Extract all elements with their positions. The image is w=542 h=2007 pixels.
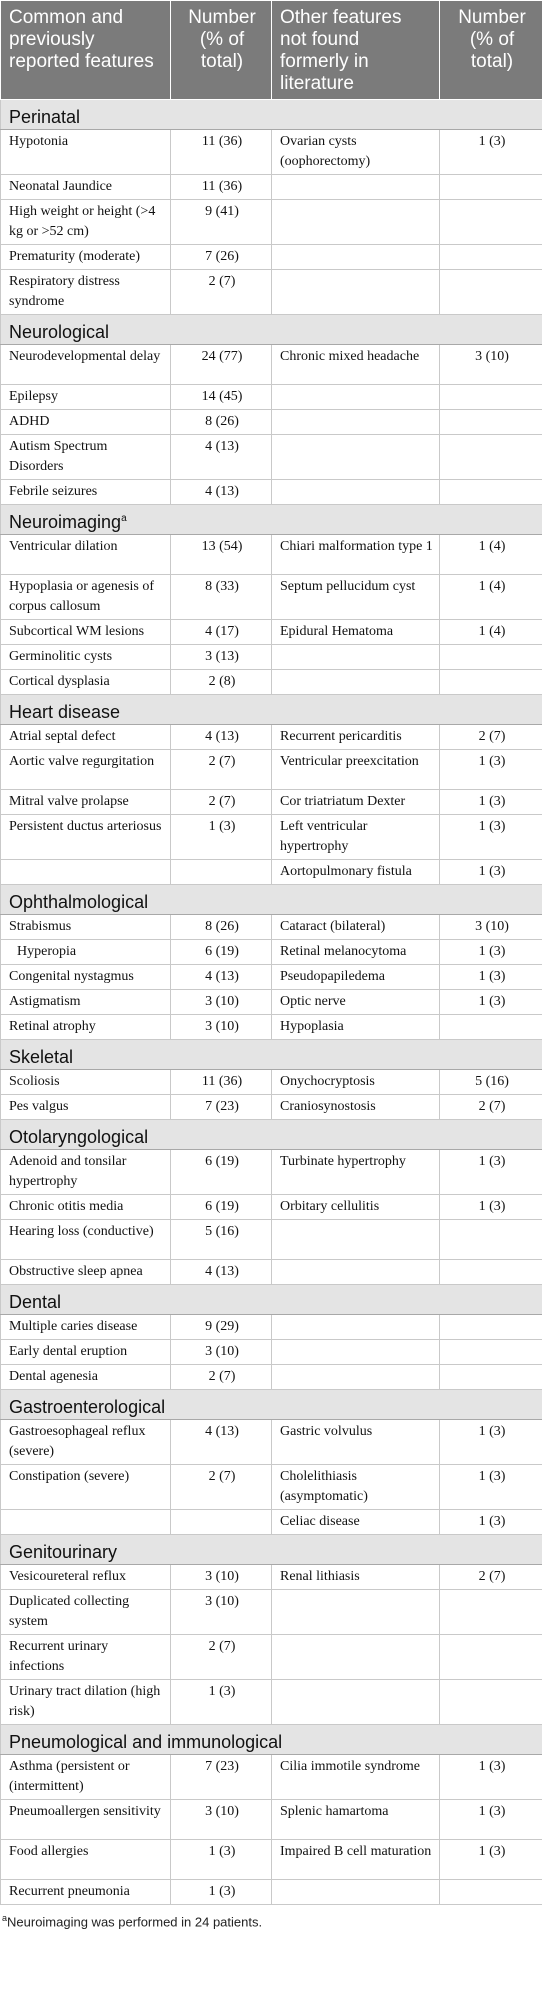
common-feature-count-cell: 9 (29) — [171, 1315, 272, 1340]
common-feature-count-cell: 4 (13) — [171, 1420, 272, 1465]
other-feature-cell — [272, 1635, 440, 1680]
other-feature-cell — [272, 1680, 440, 1725]
table-row — [1, 435, 542, 480]
common-feature-cell: Strabismus — [1, 915, 171, 940]
other-feature-cell: Cholelithiasis (asymptomatic) — [272, 1465, 440, 1510]
other-feature-count-cell: 3 (10) — [440, 915, 542, 940]
common-feature-count-cell: 3 (10) — [171, 1015, 272, 1040]
table-row — [1, 1195, 542, 1220]
common-feature-count-cell: 6 (19) — [171, 1150, 272, 1195]
other-feature-count-cell: 1 (3) — [440, 1800, 542, 1840]
common-feature-cell: Congenital nystagmus — [1, 965, 171, 990]
common-feature-cell: Early dental eruption — [1, 1340, 171, 1365]
common-feature-count-cell: 3 (10) — [171, 1590, 272, 1635]
table-row — [1, 1340, 542, 1365]
other-feature-cell: Hypoplasia — [272, 1015, 440, 1040]
other-feature-count-cell — [440, 200, 542, 245]
common-feature-count-cell: 4 (13) — [171, 480, 272, 505]
other-feature-cell: Recurrent pericarditis — [272, 725, 440, 750]
table-row — [1, 1565, 542, 1590]
common-feature-cell: Hypoplasia or agenesis of corpus callosum — [1, 575, 171, 620]
table-row — [1, 620, 542, 645]
other-feature-cell: Turbinate hypertrophy — [272, 1150, 440, 1195]
common-feature-cell: Retinal atrophy — [1, 1015, 171, 1040]
other-feature-cell: Optic nerve — [272, 990, 440, 1015]
other-feature-count-cell: 2 (7) — [440, 1565, 542, 1590]
other-feature-cell — [272, 200, 440, 245]
other-feature-count-cell: 1 (3) — [440, 1195, 542, 1220]
table-row — [1, 940, 542, 965]
other-feature-count-cell: 1 (3) — [440, 815, 542, 860]
common-feature-count-cell: 1 (3) — [171, 1880, 272, 1905]
footnote-text: Neuroimaging was performed in 24 patients. — [7, 1914, 263, 1930]
common-feature-count-cell: 8 (26) — [171, 915, 272, 940]
table-footnote — [0, 1905, 542, 1929]
table-row — [1, 1315, 542, 1340]
table-row — [1, 750, 542, 790]
table-row — [1, 1015, 542, 1040]
common-feature-cell: Multiple caries disease — [1, 1315, 171, 1340]
section-heading — [1, 505, 542, 535]
common-feature-count-cell: 7 (23) — [171, 1755, 272, 1800]
other-feature-count-cell — [440, 1880, 542, 1905]
other-feature-count-cell — [440, 1365, 542, 1390]
common-feature-cell: Asthma (persistent or (intermittent) — [1, 1755, 171, 1800]
common-feature-count-cell: 1 (3) — [171, 1840, 272, 1880]
common-feature-cell: High weight or height (>4 kg or >52 cm) — [1, 200, 171, 245]
common-feature-cell: Constipation (severe) — [1, 1465, 171, 1510]
table-row — [1, 410, 542, 435]
common-feature-cell: Hyperopia — [1, 940, 171, 965]
section-heading — [1, 100, 542, 130]
common-feature-count-cell: 2 (7) — [171, 790, 272, 815]
other-feature-cell — [272, 1365, 440, 1390]
common-feature-cell: Hypotonia — [1, 130, 171, 175]
common-feature-cell: Subcortical WM lesions — [1, 620, 171, 645]
other-feature-count-cell — [440, 435, 542, 480]
section-heading — [1, 315, 542, 345]
other-feature-cell: Pseudopapiledema — [272, 965, 440, 990]
common-feature-count-cell — [171, 860, 272, 885]
common-feature-cell: Scoliosis — [1, 1070, 171, 1095]
common-feature-count-cell: 4 (13) — [171, 965, 272, 990]
table-row — [1, 815, 542, 860]
table-row — [1, 345, 542, 385]
section-title: Perinatal — [9, 107, 81, 127]
common-feature-count-cell: 6 (19) — [171, 940, 272, 965]
other-feature-cell — [272, 270, 440, 315]
other-feature-count-cell — [440, 385, 542, 410]
table-row — [1, 1420, 542, 1465]
table-row — [1, 270, 542, 315]
table-row — [1, 1590, 542, 1635]
other-feature-cell: Aortopulmonary fistula — [272, 860, 440, 885]
common-feature-cell — [1, 860, 171, 885]
section-title: Neurological — [9, 322, 110, 342]
other-feature-count-cell: 1 (4) — [440, 575, 542, 620]
other-feature-cell: Septum pellucidum cyst — [272, 575, 440, 620]
other-feature-count-cell: 1 (3) — [440, 1150, 542, 1195]
other-feature-cell: Cilia immotile syndrome — [272, 1755, 440, 1800]
common-feature-cell: Autism Spectrum Disorders — [1, 435, 171, 480]
other-feature-count-cell: 2 (7) — [440, 1095, 542, 1120]
other-feature-count-cell — [440, 245, 542, 270]
section-heading — [1, 1040, 542, 1070]
other-feature-cell: Ovarian cysts (oophorectomy) — [272, 130, 440, 175]
common-feature-count-cell: 7 (23) — [171, 1095, 272, 1120]
table-header — [1, 1, 542, 100]
table-row — [1, 860, 542, 885]
common-feature-count-cell: 8 (26) — [171, 410, 272, 435]
common-feature-cell: Mitral valve prolapse — [1, 790, 171, 815]
other-feature-count-cell — [440, 1590, 542, 1635]
other-feature-cell — [272, 385, 440, 410]
other-feature-cell: Cor triatriatum Dexter — [272, 790, 440, 815]
common-feature-cell: Astigmatism — [1, 990, 171, 1015]
common-feature-cell: Neurodevelopmental delay — [1, 345, 171, 385]
common-feature-count-cell: 2 (7) — [171, 1465, 272, 1510]
table-row — [1, 1635, 542, 1680]
table-row — [1, 130, 542, 175]
section-title: Skeletal — [9, 1047, 74, 1067]
header-other-features: Other features not found formerly in literature — [272, 1, 440, 100]
other-feature-count-cell: 1 (3) — [440, 1465, 542, 1510]
common-feature-cell: Pneumoallergen sensitivity — [1, 1800, 171, 1840]
other-feature-cell: Craniosynostosis — [272, 1095, 440, 1120]
common-feature-cell: Dental agenesia — [1, 1365, 171, 1390]
other-feature-cell: Onychocryptosis — [272, 1070, 440, 1095]
section-heading — [1, 1725, 542, 1755]
common-feature-count-cell: 1 (3) — [171, 815, 272, 860]
common-feature-cell: Aortic valve regurgitation — [1, 750, 171, 790]
common-feature-cell: Epilepsy — [1, 385, 171, 410]
other-feature-count-cell: 1 (4) — [440, 620, 542, 645]
other-feature-cell — [272, 1220, 440, 1260]
common-feature-count-cell: 4 (17) — [171, 620, 272, 645]
common-feature-cell: Recurrent pneumonia — [1, 1880, 171, 1905]
other-feature-count-cell — [440, 1015, 542, 1040]
table-row — [1, 1880, 542, 1905]
table-row — [1, 1755, 542, 1800]
other-feature-cell — [272, 245, 440, 270]
common-feature-cell: Chronic otitis media — [1, 1195, 171, 1220]
common-feature-count-cell: 11 (36) — [171, 1070, 272, 1095]
other-feature-cell — [272, 175, 440, 200]
section-row — [1, 885, 542, 915]
table-row — [1, 1800, 542, 1840]
table-row — [1, 1465, 542, 1510]
section-row — [1, 1725, 542, 1755]
common-feature-count-cell: 11 (36) — [171, 130, 272, 175]
other-feature-cell: Splenic hamartoma — [272, 1800, 440, 1840]
section-heading — [1, 885, 542, 915]
section-title: Genitourinary — [9, 1542, 118, 1562]
common-feature-cell: Cortical dysplasia — [1, 670, 171, 695]
table-row — [1, 1220, 542, 1260]
section-heading — [1, 1390, 542, 1420]
common-feature-cell: ADHD — [1, 410, 171, 435]
common-feature-count-cell — [171, 1510, 272, 1535]
other-feature-count-cell — [440, 645, 542, 670]
other-feature-cell: Epidural Hematoma — [272, 620, 440, 645]
other-feature-cell: Celiac disease — [272, 1510, 440, 1535]
section-row — [1, 1120, 542, 1150]
other-feature-cell: Ventricular preexcitation — [272, 750, 440, 790]
common-feature-cell: Ventricular dilation — [1, 535, 171, 575]
other-feature-count-cell: 2 (7) — [440, 725, 542, 750]
table-row — [1, 645, 542, 670]
common-feature-cell: Recurrent urinary infections — [1, 1635, 171, 1680]
common-feature-count-cell: 3 (10) — [171, 990, 272, 1015]
other-feature-count-cell: 1 (3) — [440, 1420, 542, 1465]
common-feature-count-cell: 2 (8) — [171, 670, 272, 695]
other-feature-cell: Retinal melanocytoma — [272, 940, 440, 965]
common-feature-cell: Prematurity (moderate) — [1, 245, 171, 270]
common-feature-count-cell: 2 (7) — [171, 750, 272, 790]
other-feature-count-cell: 1 (3) — [440, 750, 542, 790]
common-feature-count-cell: 8 (33) — [171, 575, 272, 620]
other-feature-cell — [272, 1260, 440, 1285]
other-feature-count-cell: 1 (3) — [440, 130, 542, 175]
other-feature-cell: Chronic mixed headache — [272, 345, 440, 385]
other-feature-cell: Orbitary cellulitis — [272, 1195, 440, 1220]
other-feature-cell: Chiari malformation type 1 — [272, 535, 440, 575]
common-feature-count-cell: 3 (10) — [171, 1340, 272, 1365]
table-row — [1, 200, 542, 245]
section-title: Pneumological and immunological — [9, 1732, 283, 1752]
header-row — [1, 1, 542, 100]
table-row — [1, 915, 542, 940]
common-feature-cell: Duplicated collecting system — [1, 1590, 171, 1635]
other-feature-count-cell: 1 (3) — [440, 860, 542, 885]
header-number-common: Number (% of total) — [171, 1, 272, 100]
section-heading — [1, 1285, 542, 1315]
table-row — [1, 1365, 542, 1390]
common-feature-cell: Respiratory distress syndrome — [1, 270, 171, 315]
other-feature-count-cell: 5 (16) — [440, 1070, 542, 1095]
section-title: Otolaryngological — [9, 1127, 149, 1147]
common-feature-cell: Persistent ductus arteriosus — [1, 815, 171, 860]
table-row — [1, 535, 542, 575]
common-feature-count-cell: 11 (36) — [171, 175, 272, 200]
common-feature-count-cell: 13 (54) — [171, 535, 272, 575]
other-feature-count-cell: 1 (3) — [440, 990, 542, 1015]
common-feature-count-cell: 2 (7) — [171, 270, 272, 315]
other-feature-cell — [272, 410, 440, 435]
table-row — [1, 965, 542, 990]
table-row — [1, 245, 542, 270]
table-row — [1, 790, 542, 815]
other-feature-count-cell — [440, 410, 542, 435]
section-footnote-marker: a — [121, 513, 127, 524]
common-feature-count-cell: 2 (7) — [171, 1365, 272, 1390]
other-feature-cell — [272, 1315, 440, 1340]
other-feature-count-cell — [440, 1220, 542, 1260]
other-feature-cell — [272, 1340, 440, 1365]
other-feature-cell: Left ventricular hypertrophy — [272, 815, 440, 860]
other-feature-cell: Impaired B cell maturation — [272, 1840, 440, 1880]
common-feature-cell: Neonatal Jaundice — [1, 175, 171, 200]
table-row — [1, 1680, 542, 1725]
other-feature-count-cell — [440, 480, 542, 505]
other-feature-count-cell — [440, 1340, 542, 1365]
common-feature-count-cell: 2 (7) — [171, 1635, 272, 1680]
section-row — [1, 100, 542, 130]
other-feature-cell — [272, 480, 440, 505]
common-feature-cell: Food allergies — [1, 1840, 171, 1880]
other-feature-cell: Cataract (bilateral) — [272, 915, 440, 940]
section-row — [1, 1390, 542, 1420]
section-title: Neuroimaging — [9, 512, 122, 532]
common-feature-count-cell: 4 (13) — [171, 725, 272, 750]
table-row — [1, 385, 542, 410]
section-row — [1, 1535, 542, 1565]
common-feature-count-cell: 4 (13) — [171, 435, 272, 480]
table-row — [1, 725, 542, 750]
common-feature-cell: Urinary tract dilation (high risk) — [1, 1680, 171, 1725]
table-body — [1, 100, 542, 1905]
other-feature-count-cell — [440, 1260, 542, 1285]
common-feature-cell: Pes valgus — [1, 1095, 171, 1120]
other-feature-count-cell — [440, 1315, 542, 1340]
table-row — [1, 1260, 542, 1285]
other-feature-count-cell — [440, 670, 542, 695]
common-feature-cell — [1, 1510, 171, 1535]
section-title: Heart disease — [9, 702, 121, 722]
common-feature-count-cell: 24 (77) — [171, 345, 272, 385]
header-number-other: Number (% of total) — [440, 1, 542, 100]
table-row — [1, 1840, 542, 1880]
common-feature-cell: Febrile seizures — [1, 480, 171, 505]
section-row — [1, 695, 542, 725]
other-feature-cell — [272, 1880, 440, 1905]
table-row — [1, 1510, 542, 1535]
common-feature-cell: Adenoid and tonsilar hypertrophy — [1, 1150, 171, 1195]
other-feature-count-cell — [440, 175, 542, 200]
common-feature-count-cell: 3 (10) — [171, 1565, 272, 1590]
section-row — [1, 505, 542, 535]
other-feature-count-cell: 1 (3) — [440, 1755, 542, 1800]
other-feature-count-cell: 1 (3) — [440, 965, 542, 990]
common-feature-count-cell: 4 (13) — [171, 1260, 272, 1285]
footnote-marker: a — [2, 1913, 8, 1923]
other-feature-cell — [272, 1590, 440, 1635]
common-feature-count-cell: 6 (19) — [171, 1195, 272, 1220]
section-title: Gastroenterological — [9, 1397, 166, 1417]
section-heading — [1, 1535, 542, 1565]
other-feature-count-cell: 1 (3) — [440, 790, 542, 815]
other-feature-count-cell: 1 (3) — [440, 1510, 542, 1535]
section-heading — [1, 695, 542, 725]
other-feature-count-cell: 1 (3) — [440, 1840, 542, 1880]
common-feature-count-cell: 14 (45) — [171, 385, 272, 410]
table-row — [1, 670, 542, 695]
common-feature-cell: Atrial septal defect — [1, 725, 171, 750]
other-feature-count-cell — [440, 1635, 542, 1680]
section-title: Dental — [9, 1292, 62, 1312]
other-feature-count-cell — [440, 270, 542, 315]
common-feature-cell: Obstructive sleep apnea — [1, 1260, 171, 1285]
other-feature-cell: Gastric volvulus — [272, 1420, 440, 1465]
table-row — [1, 175, 542, 200]
table-row — [1, 990, 542, 1015]
common-feature-cell: Hearing loss (conductive) — [1, 1220, 171, 1260]
other-feature-count-cell: 1 (4) — [440, 535, 542, 575]
common-feature-count-cell: 5 (16) — [171, 1220, 272, 1260]
common-feature-count-cell: 9 (41) — [171, 200, 272, 245]
other-feature-cell — [272, 670, 440, 695]
common-feature-count-cell: 1 (3) — [171, 1680, 272, 1725]
common-feature-cell: Gastroesophageal reflux (severe) — [1, 1420, 171, 1465]
table-row — [1, 1070, 542, 1095]
section-row — [1, 1285, 542, 1315]
table-row — [1, 1095, 542, 1120]
section-heading — [1, 1120, 542, 1150]
other-feature-count-cell — [440, 1680, 542, 1725]
other-feature-cell — [272, 435, 440, 480]
section-row — [1, 1040, 542, 1070]
common-feature-count-cell: 3 (13) — [171, 645, 272, 670]
section-title: Ophthalmological — [9, 892, 149, 912]
other-feature-cell — [272, 645, 440, 670]
other-feature-count-cell: 1 (3) — [440, 940, 542, 965]
other-feature-cell: Renal lithiasis — [272, 1565, 440, 1590]
other-feature-count-cell: 3 (10) — [440, 345, 542, 385]
common-feature-cell: Vesicoureteral reflux — [1, 1565, 171, 1590]
header-common-features: Common and previously reported features — [1, 1, 171, 100]
common-feature-count-cell: 7 (26) — [171, 245, 272, 270]
common-feature-count-cell: 3 (10) — [171, 1800, 272, 1840]
table-row — [1, 1150, 542, 1195]
common-feature-cell: Germinolitic cysts — [1, 645, 171, 670]
table-row — [1, 575, 542, 620]
section-row — [1, 315, 542, 345]
table-row — [1, 480, 542, 505]
